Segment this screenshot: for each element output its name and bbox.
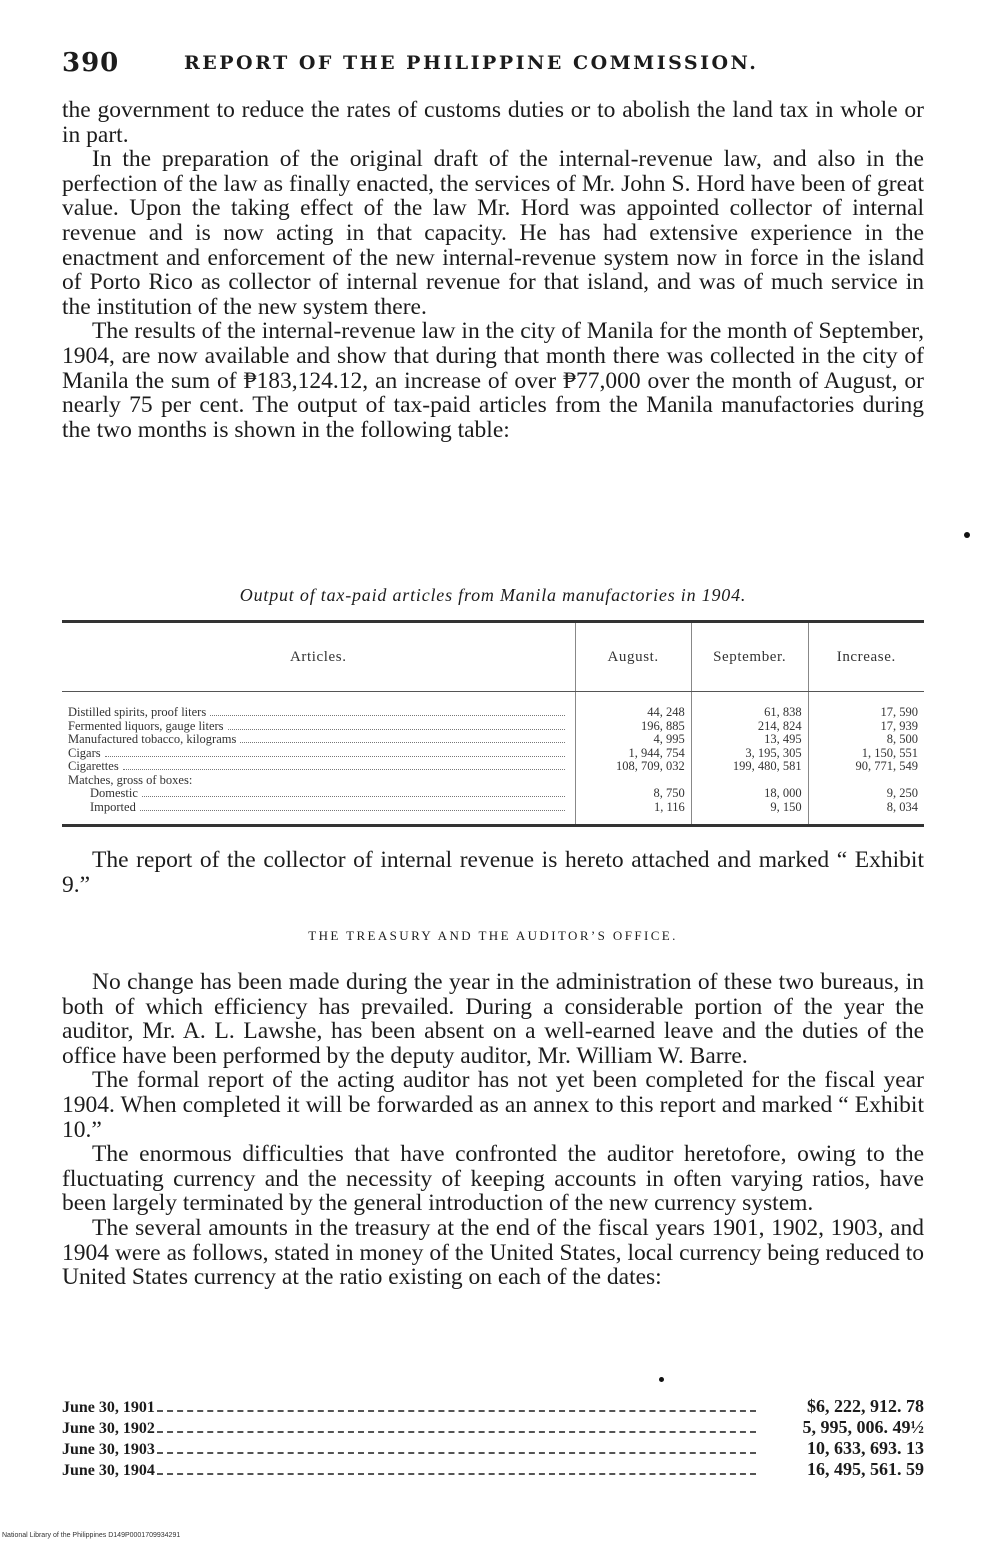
page-header bbox=[62, 48, 922, 88]
running-title: REPORT OF THE PHILIPPINE COMMISSION. bbox=[184, 52, 759, 74]
paragraph-8: The several amounts in the treasury at the end of the fiscal years 1901, 1902, 1903, and 1904 were as follows, stated in money of the United States, local currency being reduced to United States currency at the ratio existing on each of the dates: bbox=[62, 1214, 924, 1291]
treasury-amount: 10, 633, 693. 13 bbox=[807, 1438, 924, 1458]
paragraph-5: No change has been made during the year in the administration of these two bureaus, in both of which efficiency has prevailed. During a considerable portion of the year the auditor, Mr. A. L. Lawshe, has been absent on a well-earned leave and the duties of the office have been performed by the deputy auditor, Mr. William W. Barre. bbox=[62, 969, 924, 1069]
table-row bbox=[68, 774, 569, 788]
increase-column bbox=[808, 692, 924, 826]
article-label: Matches, gross of boxes: bbox=[68, 772, 193, 787]
cell-value bbox=[582, 774, 685, 788]
cell-value: 17, 939 bbox=[880, 718, 918, 733]
cell-value: 3, 195, 305 bbox=[745, 745, 802, 760]
table-header-row bbox=[62, 622, 924, 692]
treasury-row bbox=[62, 1459, 924, 1480]
treasury-amount: 5, 995, 006. 49½ bbox=[802, 1417, 924, 1437]
cell-value: 44, 248 bbox=[647, 705, 685, 719]
table-row bbox=[68, 801, 569, 815]
article-label: Cigars bbox=[68, 745, 101, 760]
table-row bbox=[68, 720, 569, 734]
cell-value: 199, 480, 581 bbox=[732, 759, 802, 773]
cell-value: 8, 750 bbox=[653, 786, 685, 800]
treasury-amounts bbox=[62, 1396, 924, 1480]
cell-value bbox=[698, 774, 802, 788]
cell-value: 9, 250 bbox=[886, 786, 918, 800]
cell-value: 1, 116 bbox=[653, 799, 685, 814]
article-label: Domestic bbox=[90, 786, 138, 800]
paragraph-3: The results of the internal-revenue law in the city of Manila for the month of September, 1904, are now available and show that during that month there was collected in the city of Manila the sum of ₱183,124.12, an increase of over ₱77,000 over the month of August, or nearly 75 per cent. The output of tax-paid articles from the Manila manufactories during the two months is shown in the following table: bbox=[62, 318, 924, 443]
paragraph-1: the government to reduce the rates of customs duties or to abolish the land tax in whole or in part. bbox=[62, 97, 924, 148]
cell-value: 18, 000 bbox=[764, 786, 802, 800]
article-label: Imported bbox=[90, 799, 136, 814]
article-label: Distilled spirits, proof liters bbox=[68, 705, 207, 719]
cell-value bbox=[815, 774, 918, 788]
cell-value: 1, 150, 551 bbox=[861, 745, 918, 760]
table-row bbox=[68, 760, 569, 774]
page-number: 390 bbox=[62, 48, 120, 78]
header-increase: Increase. bbox=[808, 622, 924, 692]
scan-footer: National Library of the Philippines D149P0001709934291 bbox=[2, 1532, 181, 1539]
cell-value: 90, 771, 549 bbox=[855, 759, 918, 773]
cell-value: 13, 495 bbox=[764, 732, 802, 746]
output-table-wrapper bbox=[62, 620, 924, 827]
cell-value: 1, 944, 754 bbox=[628, 745, 685, 760]
margin-mark bbox=[659, 1377, 664, 1382]
cell-value: 17, 590 bbox=[880, 705, 918, 719]
header-august: August. bbox=[575, 622, 691, 692]
paragraph-2: In the preparation of the original draft of the internal-revenue law, and also in the perfection of the law as finally enacted, the services of Mr. John S. Hord have been of great value. Upon the taking effect of the law Mr. Hord was appointed collector of internal revenue and is now acting in that capacity. He has had extensive experience in the enactment and enforcement of the new internal-revenue system now in force in the island of Porto Rico as collector of internal revenue for that island, and was of much service in the institution of the new system there. bbox=[62, 146, 924, 320]
paragraph-6: The formal report of the acting auditor has not yet been completed for the fiscal year 1904. When completed it will be forwarded as an annex to this report and marked “ Exhibit 10.” bbox=[62, 1067, 924, 1143]
header-september: September. bbox=[691, 622, 808, 692]
text-block-lower bbox=[62, 970, 924, 1290]
treasury-date: June 30, 1903 bbox=[62, 1441, 155, 1458]
treasury-amount: $6, 222, 912. 78 bbox=[807, 1396, 924, 1416]
cell-value: 4, 995 bbox=[653, 732, 685, 746]
treasury-row bbox=[62, 1417, 924, 1438]
table-row bbox=[68, 747, 569, 761]
treasury-amount: 16, 495, 561. 59 bbox=[807, 1459, 924, 1479]
cell-value: 61, 838 bbox=[764, 705, 802, 719]
cell-value: 8, 500 bbox=[886, 732, 918, 746]
table-body-row bbox=[62, 692, 924, 826]
september-column bbox=[691, 692, 808, 826]
paragraph-4: The report of the collector of internal revenue is hereto attached and marked “ Exhibit 9.” bbox=[62, 847, 924, 898]
table-caption: Output of tax-paid articles from Manila manufactories in 1904. bbox=[239, 585, 747, 605]
table-row bbox=[68, 733, 569, 747]
august-column bbox=[575, 692, 691, 826]
paragraph-7: The enormous difficulties that have confronted the auditor heretofore, owing to the fluctuating currency and the necessity of keeping accounts in often varying ratios, have been largely terminated by the general introduction of the new currency system. bbox=[62, 1141, 924, 1217]
section-heading: THE TREASURY AND THE AUDITOR’S OFFICE. bbox=[308, 928, 678, 943]
articles-column bbox=[62, 692, 575, 826]
header-articles: Articles. bbox=[62, 622, 575, 692]
article-label: Manufactured tobacco, kilograms bbox=[68, 732, 237, 746]
article-label: Fermented liquors, gauge liters bbox=[68, 718, 224, 733]
cell-value: 9, 150 bbox=[770, 799, 802, 814]
table-row bbox=[68, 787, 569, 801]
cell-value: 108, 709, 032 bbox=[616, 759, 685, 773]
cell-value: 8, 034 bbox=[886, 799, 918, 814]
treasury-row bbox=[62, 1396, 924, 1417]
treasury-date: June 30, 1902 bbox=[62, 1420, 155, 1437]
treasury-date: June 30, 1904 bbox=[62, 1462, 155, 1479]
table-row bbox=[68, 706, 569, 720]
cell-value: 214, 824 bbox=[757, 718, 802, 733]
cell-value: 196, 885 bbox=[641, 718, 685, 733]
margin-mark bbox=[964, 532, 970, 538]
treasury-row bbox=[62, 1438, 924, 1459]
article-label: Cigarettes bbox=[68, 759, 119, 773]
treasury-date: June 30, 1901 bbox=[62, 1399, 155, 1416]
text-block-upper bbox=[62, 98, 924, 442]
text-block-exhibit bbox=[62, 848, 924, 897]
output-table bbox=[62, 620, 924, 827]
